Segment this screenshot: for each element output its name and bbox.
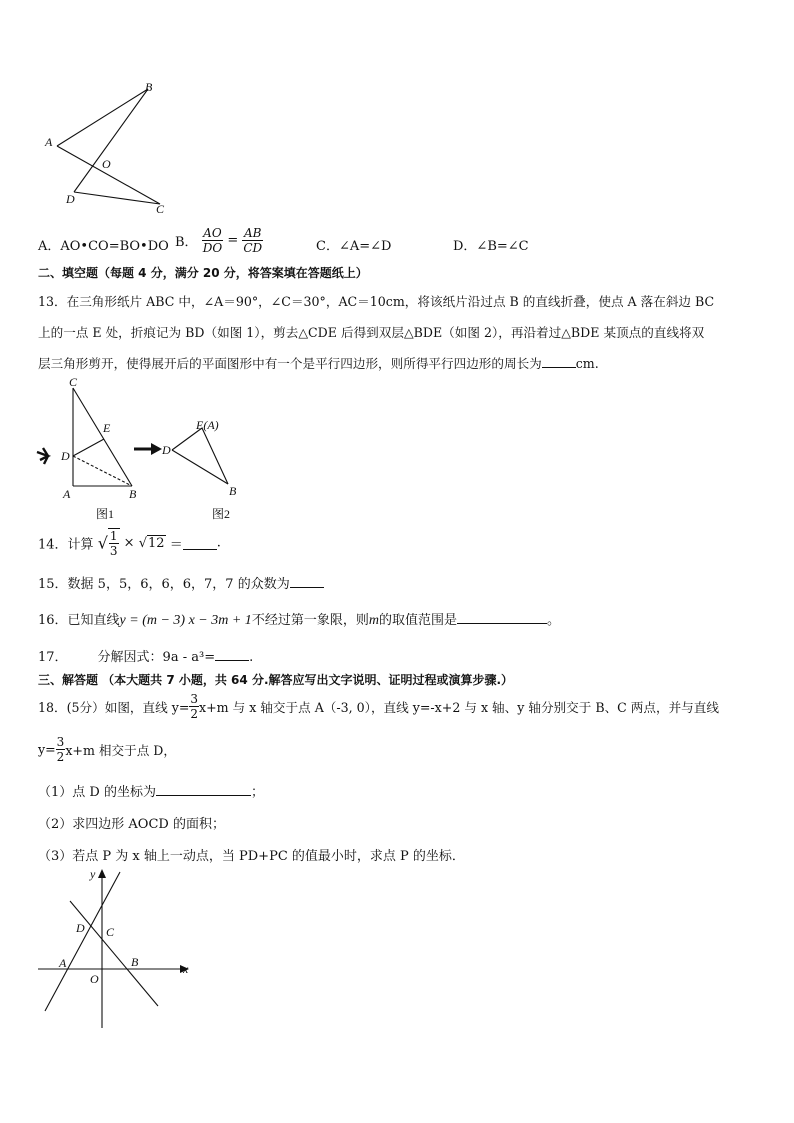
label-B: B [145, 80, 153, 94]
q18-p1-end: ； [250, 785, 264, 800]
frac-num: AB [244, 226, 262, 240]
frac-den: 2 [190, 707, 199, 721]
q13-line-3 [38, 353, 599, 372]
q16-prefix: 16．已知直线 [38, 613, 120, 628]
q12-option-b-prefix: B． [175, 235, 198, 250]
figure-q13 [34, 372, 264, 522]
fraction-3-2 [189, 692, 199, 721]
label-O: O [90, 972, 99, 986]
q18-line-1 [38, 692, 719, 721]
label-A: A [63, 487, 71, 501]
q13-line-2: 上的一点 E 处，折痕记为 BD（如图 1），剪去△CDE 后得到双层△BDE（如图 2），再沿着过△BDE 某顶点的直线将双 [38, 325, 705, 340]
figure-q18 [30, 866, 200, 1036]
q18-part-2: （2）求四边形 AOCD 的面积； [38, 817, 225, 832]
label-C: C [69, 375, 78, 389]
label-B2: B [229, 484, 237, 498]
q15 [38, 573, 324, 592]
q16-var: m [368, 613, 379, 628]
label-A: A [45, 135, 53, 149]
q17 [38, 646, 253, 665]
q13-line-3-text: 层三角形剪开，使得展开后的平面图形中有一个是平行四边形，则所得平行四边形的周长为 [38, 356, 542, 371]
frac-num: 1 [109, 529, 118, 543]
q14: 14．计算 √ $\frac{1}{3}$ × √12 ＝ . [38, 529, 221, 558]
q14-end: . [216, 535, 221, 551]
q16-suffix: 的取值范围是 [378, 613, 457, 628]
q12-option-c: C．∠A=∠D [316, 239, 392, 254]
q15-text: 15．数据 5，5，6，6，6，7，7 的众数为 [38, 577, 290, 592]
q17-end: . [249, 650, 254, 665]
label-B: B [129, 487, 137, 501]
sqrt-fraction [108, 528, 120, 558]
frac-den: DO [202, 241, 223, 255]
q12-option-b [175, 226, 263, 255]
section-2-title: 二、填空题（每题 4 分，满分 20 分，将答案填在答题纸上） [38, 266, 368, 280]
label-B: B [131, 955, 139, 969]
q16-formula: y = (m − 3) x − 3m + 1 [119, 613, 252, 628]
q14-prefix: 14．计算 [38, 537, 94, 553]
q18-part-3: （3）若点 P 为 x 轴上一动点，当 PD+PC 的值最小时，求点 P 的坐标． [38, 849, 465, 864]
label-EA: E(A) [196, 418, 219, 432]
arrow-head [151, 443, 162, 455]
fraction-ao-do [202, 226, 223, 255]
q13-unit: cm. [575, 356, 599, 371]
answer-blank [156, 783, 251, 796]
q12-option-d: D．∠B=∠C [453, 239, 529, 254]
q18-line-2 [38, 735, 176, 764]
q16 [38, 609, 560, 629]
answer-blank [215, 648, 249, 661]
frac-den: 2 [56, 750, 65, 764]
q18-l1-suffix: x+m 与 x 轴交于点 A（-3, 0），直线 y=-x+2 与 x 轴、y 轴分别交于 B、C 两点，并与直线 [199, 700, 719, 715]
q18-l2-suffix: x+m 相交于点 D， [65, 743, 176, 758]
fraction-ab-cd [242, 226, 263, 255]
answer-blank [457, 611, 547, 624]
label-y: y [90, 867, 96, 881]
scissors-icon [37, 448, 48, 464]
figure-q12 [40, 76, 180, 221]
label-O: O [102, 157, 111, 171]
y-axis-arrow [98, 869, 106, 878]
q13-line-1: 13．在三角形纸片 ABC 中，∠A＝90°，∠C＝30°，AC＝10cm，将该纸片沿过点 B 的直线折叠，使点 A 落在斜边 BC [38, 294, 715, 309]
q14-eq: ＝ [169, 537, 183, 553]
frac-den: 3 [109, 544, 118, 558]
label-D: D [61, 449, 70, 463]
label-A: A [59, 956, 67, 970]
q18-l1-prefix: 18．(5分）如图，直线 y= [38, 700, 190, 715]
caption-fig1: 图1 [96, 507, 115, 521]
equals-sign: = [227, 233, 239, 248]
label-D2: D [162, 443, 171, 457]
label-C: C [156, 202, 165, 216]
times-sign: × [123, 535, 135, 551]
answer-blank [542, 355, 576, 368]
caption-fig2: 图2 [212, 507, 231, 521]
frac-num: 3 [190, 692, 199, 706]
frac-num: 3 [56, 735, 65, 749]
fraction-3-2 [56, 735, 66, 764]
q17-text: 分解因式：9a - a³= [97, 650, 216, 665]
label-C: C [106, 925, 115, 939]
label-D: D [76, 921, 85, 935]
q16-middle: 不经过第一象限，则 [251, 613, 369, 628]
frac-den: CD [243, 241, 263, 255]
answer-blank [183, 537, 217, 550]
label-E: E [103, 421, 111, 435]
frac-num: AO [203, 226, 222, 240]
answer-blank [290, 575, 324, 588]
q17-number: 17． [38, 650, 68, 665]
q12-option-a: A．AO•CO=BO•DO [38, 239, 169, 254]
label-D: D [66, 192, 75, 206]
label-x: x [183, 962, 189, 976]
q18-p1-text: （1）点 D 的坐标为 [38, 785, 156, 800]
q16-end: 。 [546, 613, 560, 628]
sqrt-12: 12 [148, 536, 165, 551]
section-3-title: 三、解答题 （本大题共 7 小题，共 64 分.解答应写出文字说明、证明过程或演算步骤.） [38, 673, 514, 687]
q18-part-1 [38, 781, 264, 800]
q18-l2-prefix: y= [38, 742, 56, 757]
